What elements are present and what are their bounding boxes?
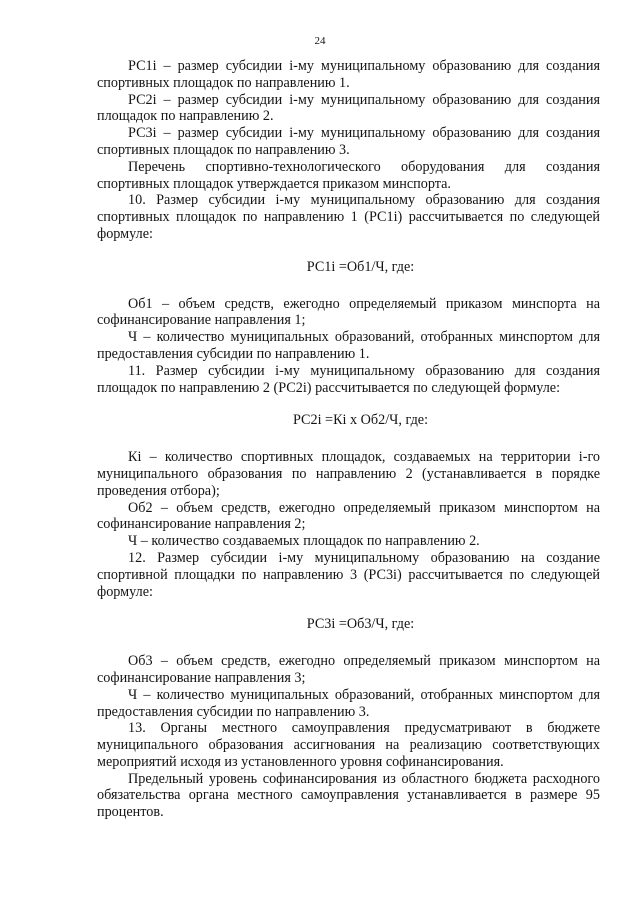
definition-ob2: Об2 – объем средств, ежегодно определяемый приказом минспортом на софинансирование направления 2; [97,499,600,533]
definition-ki: Кi – количество спортивных площадок, создаваемых на территории i-го муниципального образования по направлению 2 (устанавливается в порядке проведения отбора); [97,449,600,499]
formula-rs1i: РС1i =Об1/Ч, где: [306,258,415,275]
page-number: 24 [314,35,326,47]
definition-rs2i: РС2i – размер субсидии i-му муниципальному образованию для создания площадок по направлению 2. [97,91,600,125]
equipment-list-paragraph: Перечень спортивно-технологического оборудования для создания спортивных площадок утверждается приказом минспорта. [97,158,600,192]
definition-ch-3: Ч – количество муниципальных образований, отобранных минспортом для предоставления субсидии по направлению 3. [97,686,600,720]
clause-13: 13. Органы местного самоуправления предусматривают в бюджете муниципального образования ассигнования на реализацию соответствующих мероприятий исходя из установленного уровня софинансирования. [97,720,600,770]
definition-ob1: Об1 – объем средств, ежегодно определяемый приказом минспорта на софинансирование направления 1; [97,295,600,329]
definition-rs1i: РС1i – размер субсидии i-му муниципальному образованию для создания спортивных площадок по направлению 1. [97,58,600,91]
formula-rs2i: РС2i =Кi х Об2/Ч, где: [292,412,429,429]
clause-12: 12. Размер субсидии i-му муниципальному образованию на создание спортивной площадки по направлению 3 (РС3i) рассчитывается по следующей формуле: [97,549,600,600]
clause-11: 11. Размер субсидии i-му муниципальному образованию для создания площадок по направлению 2 (РС2i) рассчитывается по следующей формуле: [97,362,600,396]
definition-ch-2: Ч – количество создаваемых площадок по направлению 2. [128,533,480,550]
definition-ch-1: Ч – количество муниципальных образований, отобранных минспортом для предоставления субсидии по направлению 1. [97,329,600,362]
document-body [97,58,600,821]
clause-10: 10. Размер субсидии i-му муниципальному образованию для создания спортивных площадок по направлению 1 (РС1i) рассчитывается по следующей формуле: [97,192,600,242]
cofinancing-level-paragraph: Предельный уровень софинансирования из областного бюджета расходного обязательства органа местного самоуправления устанавливается в размере 95 процентов. [97,770,600,821]
definition-ob3: Об3 – объем средств, ежегодно определяемый приказом минспортом на софинансирование направления 3; [97,653,600,686]
formula-rs3i: РС3i =Об3/Ч, где: [306,616,415,633]
definition-rs3i: РС3i – размер субсидии i-му муниципальному образованию для создания спортивных площадок по направлению 3. [97,125,600,158]
